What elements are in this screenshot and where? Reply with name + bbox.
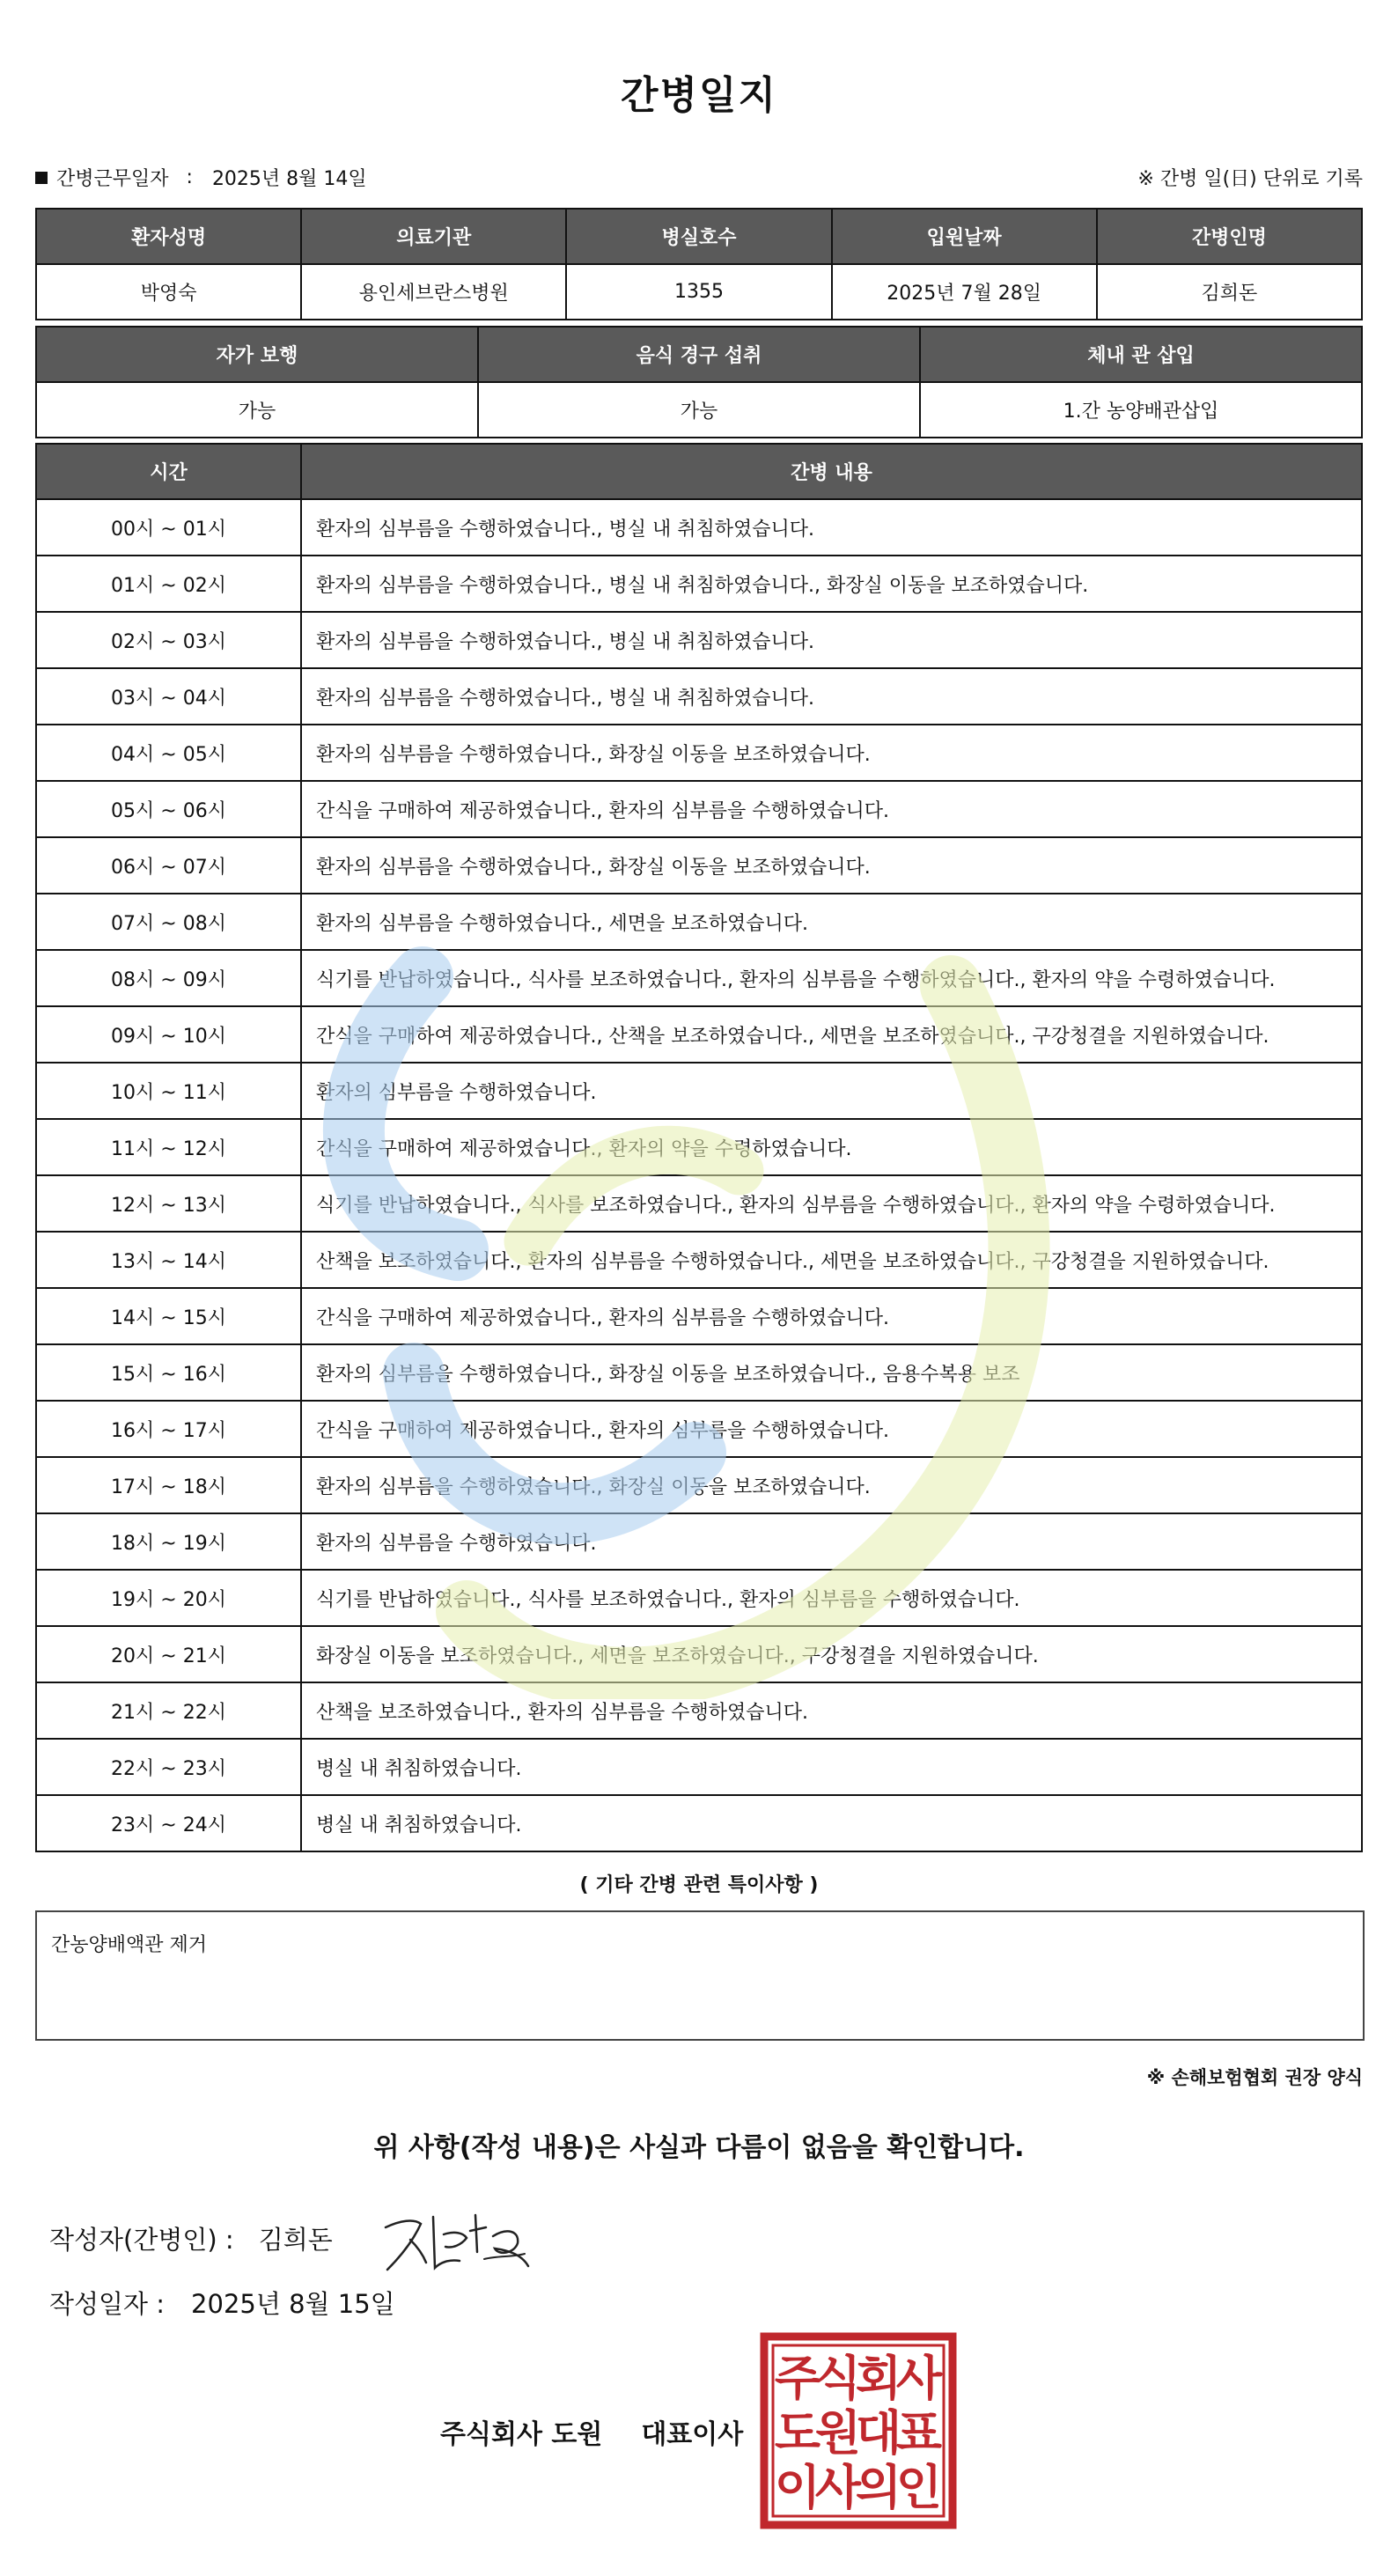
care-log-content: 환자의 심부름을 수행하였습니다., 병실 내 취침하였습니다. (301, 668, 1362, 725)
care-log-row (36, 1682, 1362, 1739)
care-log-time: 19시 ~ 20시 (36, 1570, 301, 1626)
seal-character: 원 (814, 2405, 862, 2461)
seal-character: 주 (774, 2351, 821, 2406)
care-log-row (36, 1513, 1362, 1570)
care-log-time: 07시 ~ 08시 (36, 894, 301, 950)
care-log-content: 환자의 심부름을 수행하였습니다., 화장실 이동을 보조하였습니다. (301, 837, 1362, 894)
header-hospital: 의료기관 (301, 209, 566, 264)
care-log-content: 환자의 심부름을 수행하였습니다., 화장실 이동을 보조하였습니다. (301, 1457, 1362, 1513)
work-date-value: 2025년 8월 14일 (211, 168, 367, 190)
company-line (440, 2412, 743, 2451)
seal-character: 도 (774, 2405, 821, 2461)
square-bullet-icon (35, 172, 48, 184)
care-log-content: 환자의 심부름을 수행하였습니다., 병실 내 취침하였습니다. (301, 612, 1362, 668)
document-title: 간병일지 (620, 73, 777, 118)
tube-insertion-value: 1.간 농양배관삽입 (920, 382, 1362, 438)
written-date-value: 2025년 8월 15일 (191, 2289, 395, 2319)
care-log-row (36, 1288, 1362, 1344)
work-date (35, 164, 367, 191)
care-log-time: 11시 ~ 12시 (36, 1119, 301, 1175)
special-notes-title: ( 기타 간병 관련 특이사항 ) (579, 1874, 819, 1896)
care-log-row (36, 1570, 1362, 1626)
seal-character: 표 (895, 2405, 943, 2461)
header-tube-insertion: 체내 관 삽입 (920, 327, 1362, 382)
care-log-time: 01시 ~ 02시 (36, 556, 301, 612)
care-log-time: 13시 ~ 14시 (36, 1232, 301, 1288)
care-log-time: 15시 ~ 16시 (36, 1344, 301, 1401)
care-log-time: 09시 ~ 10시 (36, 1006, 301, 1063)
patient-status-value-row (36, 382, 1362, 438)
care-log-row (36, 781, 1362, 837)
care-log-time: 04시 ~ 05시 (36, 725, 301, 781)
seal-character: 이 (774, 2460, 821, 2515)
care-log-row (36, 1119, 1362, 1175)
care-log-row (36, 1401, 1362, 1457)
care-log-content: 환자의 심부름을 수행하였습니다., 화장실 이동을 보조하였습니다., 음용수복용 보조 (301, 1344, 1362, 1401)
patient-info-table (35, 208, 1363, 320)
header-self-walking: 자가 보행 (36, 327, 478, 382)
care-log-row (36, 950, 1362, 1006)
care-log-row (36, 668, 1362, 725)
care-log-content: 환자의 심부름을 수행하였습니다., 화장실 이동을 보조하였습니다. (301, 725, 1362, 781)
seal-character: 의 (855, 2460, 902, 2515)
confirmation-statement: 위 사항(작성 내용)은 사실과 다름이 없음을 확인합니다. (373, 2132, 1025, 2163)
care-log-row (36, 894, 1362, 950)
written-date-label: 작성일자 : (49, 2289, 166, 2319)
signature-icon (379, 2201, 537, 2280)
care-log-time: 10시 ~ 11시 (36, 1063, 301, 1119)
care-log-content: 식기를 반납하였습니다., 식사를 보조하였습니다., 환자의 심부름을 수행하였습니다., 환자의 약을 수령하였습니다. (301, 950, 1362, 1006)
company-representative: 대표이사 (641, 2419, 744, 2450)
oral-intake-value: 가능 (478, 382, 920, 438)
admission-date: 2025년 7월 28일 (832, 264, 1097, 320)
company-seal-icon (759, 2331, 958, 2530)
care-log-row (36, 1344, 1362, 1401)
care-log-row (36, 1006, 1362, 1063)
header-time: 시간 (36, 444, 301, 499)
seal-character: 식 (814, 2351, 862, 2406)
care-log-row (36, 499, 1362, 556)
header-patient-name: 환자성명 (36, 209, 301, 264)
patient-status-header-row (36, 327, 1362, 382)
care-log-content: 간식을 구매하여 제공하였습니다., 산책을 보조하였습니다., 세면을 보조하였습니다., 구강청결을 지원하였습니다. (301, 1006, 1362, 1063)
care-log-row (36, 1626, 1362, 1682)
care-log-row (36, 556, 1362, 612)
writer-name: 김희돈 (258, 2225, 333, 2255)
care-log-content: 환자의 심부름을 수행하였습니다. (301, 1063, 1362, 1119)
care-log-content: 간식을 구매하여 제공하였습니다., 환자의 심부름을 수행하였습니다. (301, 781, 1362, 837)
work-date-separator: : (186, 166, 193, 188)
care-log-content: 간식을 구매하여 제공하였습니다., 환자의 심부름을 수행하였습니다. (301, 1288, 1362, 1344)
care-log-content: 화장실 이동을 보조하였습니다., 세면을 보조하였습니다., 구강청결을 지원하였습니다. (301, 1626, 1362, 1682)
writer-label: 작성자(간병인) : (49, 2225, 234, 2255)
care-log-time: 05시 ~ 06시 (36, 781, 301, 837)
care-log-row (36, 1063, 1362, 1119)
care-log-time: 00시 ~ 01시 (36, 499, 301, 556)
seal-character: 사 (895, 2351, 943, 2406)
care-log-content: 환자의 심부름을 수행하였습니다., 세면을 보조하였습니다. (301, 894, 1362, 950)
written-date-line (49, 2285, 395, 2321)
care-log-content: 병실 내 취침하였습니다. (301, 1739, 1362, 1795)
header-room-number: 병실호수 (566, 209, 831, 264)
care-log-time: 17시 ~ 18시 (36, 1457, 301, 1513)
care-log-content: 식기를 반납하였습니다., 식사를 보조하였습니다., 환자의 심부름을 수행하였습니다., 환자의 약을 수령하였습니다. (301, 1175, 1362, 1232)
care-log-content: 식기를 반납하였습니다., 식사를 보조하였습니다., 환자의 심부름을 수행하였습니다. (301, 1570, 1362, 1626)
care-log-content: 병실 내 취침하였습니다. (301, 1795, 1362, 1851)
special-notes-box (35, 1910, 1365, 2041)
care-log-time: 18시 ~ 19시 (36, 1513, 301, 1570)
care-log-row (36, 1739, 1362, 1795)
seal-character: 인 (895, 2460, 943, 2515)
care-log-content: 간식을 구매하여 제공하였습니다., 환자의 심부름을 수행하였습니다. (301, 1401, 1362, 1457)
care-log-time: 23시 ~ 24시 (36, 1795, 301, 1851)
care-log-body (36, 499, 1362, 1851)
room-number: 1355 (566, 264, 831, 320)
care-log-time: 20시 ~ 21시 (36, 1626, 301, 1682)
header-care-content: 간병 내용 (301, 444, 1362, 499)
care-log-content: 환자의 심부름을 수행하였습니다., 병실 내 취침하였습니다. (301, 499, 1362, 556)
care-log-content: 산책을 보조하였습니다., 환자의 심부름을 수행하였습니다. (301, 1682, 1362, 1739)
care-log-table (35, 443, 1363, 1852)
seal-character: 대 (855, 2405, 902, 2461)
record-unit-note: ※ 간병 일(日) 단위로 기록 (1137, 168, 1363, 190)
care-log-row (36, 725, 1362, 781)
care-log-row (36, 837, 1362, 894)
header-caregiver-name: 간병인명 (1097, 209, 1362, 264)
care-log-content: 산책을 보조하였습니다., 환자의 심부름을 수행하였습니다., 세면을 보조하였습니다., 구강청결을 지원하였습니다. (301, 1232, 1362, 1288)
care-log-time: 12시 ~ 13시 (36, 1175, 301, 1232)
recommended-form-note: ※ 손해보험협회 권장 양식 (1146, 2067, 1363, 2088)
care-log-time: 16시 ~ 17시 (36, 1401, 301, 1457)
patient-name: 박영숙 (36, 264, 301, 320)
care-log-time: 02시 ~ 03시 (36, 612, 301, 668)
patient-status-table (35, 326, 1363, 438)
patient-info-header-row (36, 209, 1362, 264)
care-log-time: 14시 ~ 15시 (36, 1288, 301, 1344)
patient-info-value-row (36, 264, 1362, 320)
care-log-row (36, 1232, 1362, 1288)
seal-character: 사 (814, 2460, 862, 2515)
company-name: 주식회사 도원 (440, 2419, 603, 2450)
care-log-time: 06시 ~ 07시 (36, 837, 301, 894)
work-date-label: 간병근무일자 (56, 168, 169, 190)
care-log-header-row (36, 444, 1362, 499)
care-log-time: 08시 ~ 09시 (36, 950, 301, 1006)
care-log-row (36, 1795, 1362, 1851)
special-notes-text: 간농양배액관 제거 (51, 1934, 208, 1956)
care-log-row (36, 1457, 1362, 1513)
care-log-time: 03시 ~ 04시 (36, 668, 301, 725)
care-log-content: 환자의 심부름을 수행하였습니다., 병실 내 취침하였습니다., 화장실 이동을 보조하였습니다. (301, 556, 1362, 612)
care-log-content: 환자의 심부름을 수행하였습니다. (301, 1513, 1362, 1570)
care-log-row (36, 612, 1362, 668)
self-walking-value: 가능 (36, 382, 478, 438)
header-admission-date: 입원날짜 (832, 209, 1097, 264)
hospital-name: 용인세브란스병원 (301, 264, 566, 320)
writer-line (49, 2220, 333, 2256)
care-log-time: 21시 ~ 22시 (36, 1682, 301, 1739)
seal-character: 회 (855, 2351, 902, 2406)
caregiver-name: 김희돈 (1097, 264, 1362, 320)
care-log-content: 간식을 구매하여 제공하였습니다., 환자의 약을 수령하였습니다. (301, 1119, 1362, 1175)
care-log-time: 22시 ~ 23시 (36, 1739, 301, 1795)
header-oral-intake: 음식 경구 섭취 (478, 327, 920, 382)
care-log-row (36, 1175, 1362, 1232)
